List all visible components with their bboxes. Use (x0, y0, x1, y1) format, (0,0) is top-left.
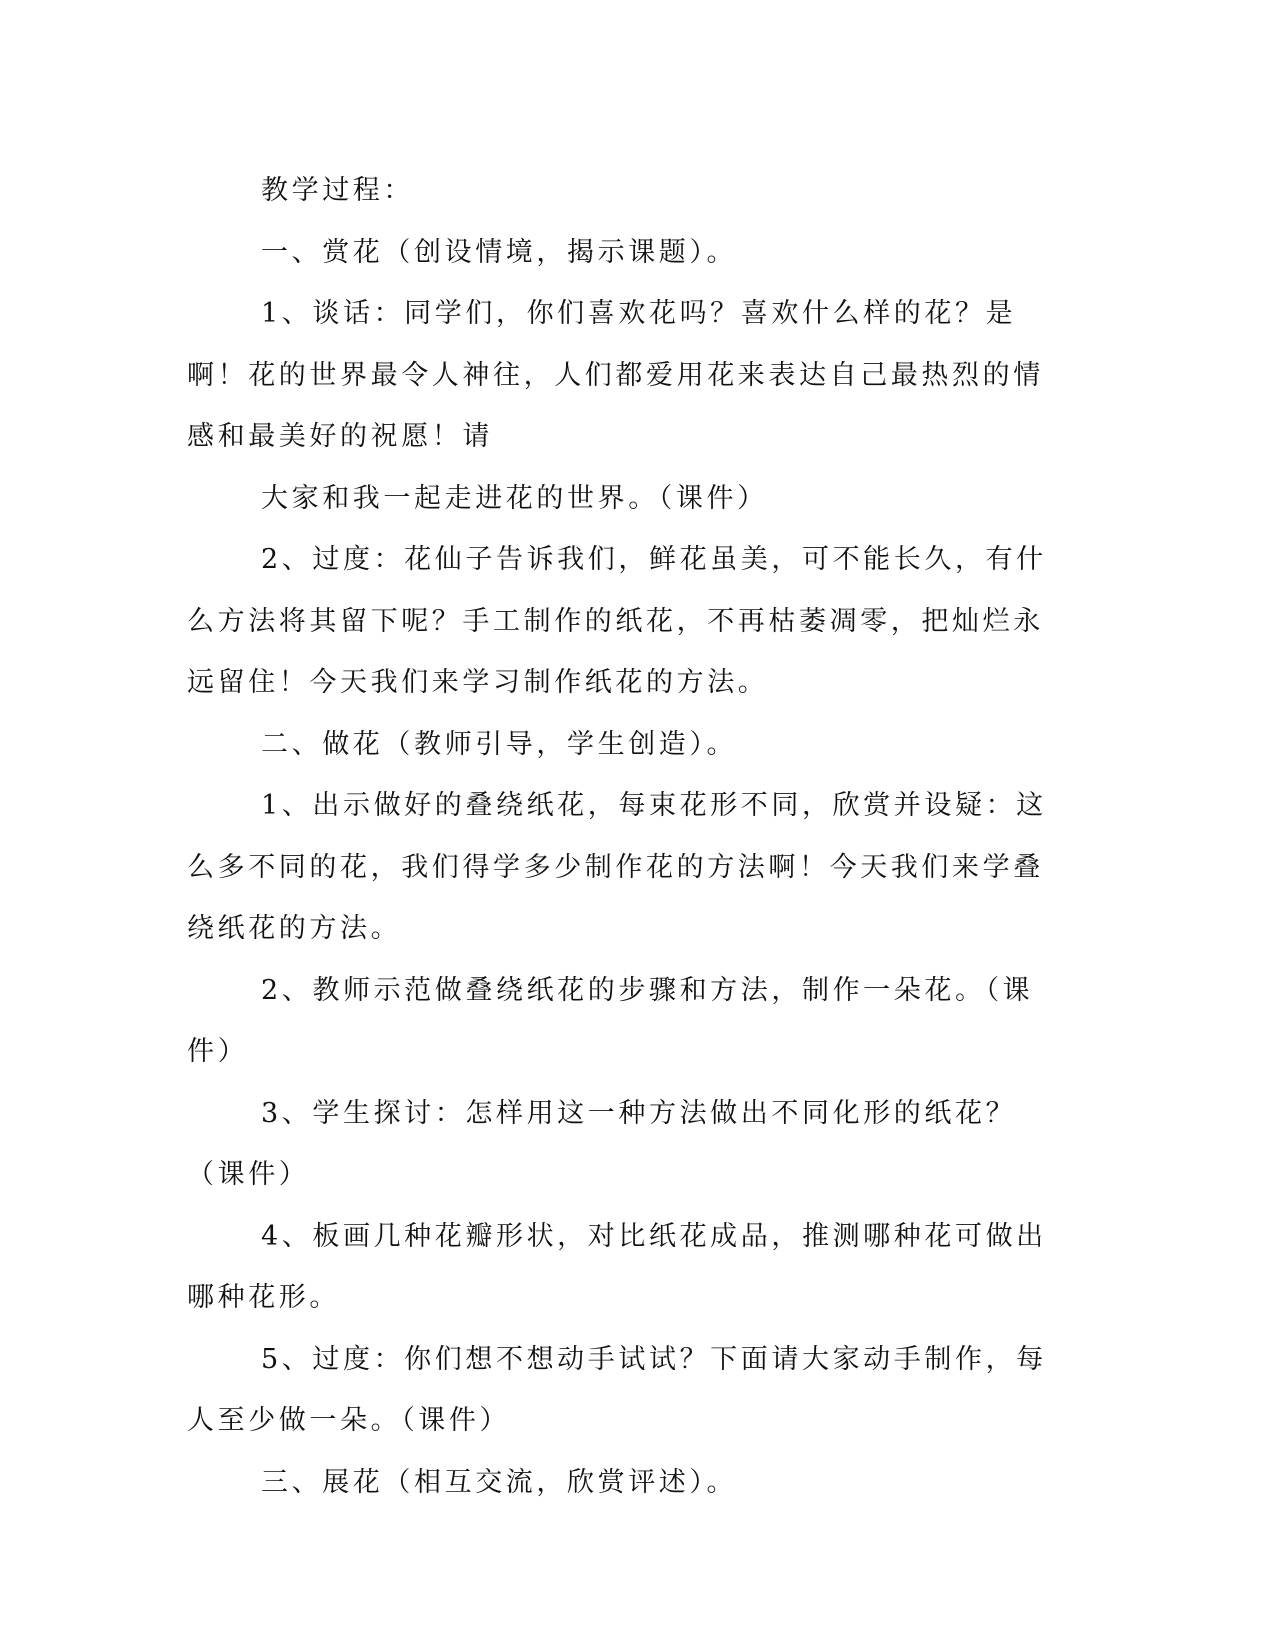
paragraph-1-1-cont: 大家和我一起走进花的世界。（课件） (261, 482, 768, 514)
paragraph-2-4: 4、板画几种花瓣形状，对比纸花成品，推测哪种花可做出哪种花形。 (187, 1220, 1047, 1313)
paragraph-2-2: 2、教师示范做叠绕纸花的步骤和方法，制作一朵花。（课件） (187, 974, 1034, 1067)
section-heading-1: 一、赏花（创设情境，揭示课题）。 (261, 236, 738, 268)
section-heading-2: 二、做花（教师引导，学生创造）。 (261, 728, 738, 760)
paragraph-1-2: 2、过度：花仙子告诉我们，鲜花虽美，可不能长久，有什么方法将其留下呢？手工制作的纸花，不再枯萎凋零，把灿烂永远留住！今天我们来学习制作纸花的方法。 (187, 544, 1047, 698)
paragraph-2-5: 5、过度：你们想不想动手试试？下面请大家动手制作，每人至少做一朵。（课件） (187, 1343, 1047, 1436)
paragraph-1-1: 1、谈话：同学们，你们喜欢花吗？喜欢什么样的花？是啊！花的世界最令人神往，人们都爱用花来表达自己最热烈的情感和最美好的祝愿！请 (187, 298, 1044, 452)
section-heading-3: 三、展花（相互交流，欣赏评述）。 (261, 1466, 738, 1498)
paragraph-2-3: 3、学生探讨：怎样用这一种方法做出不同化形的纸花？（课件） (187, 1097, 1017, 1190)
heading-teaching-process: 教学过程： (261, 175, 414, 206)
document-body (187, 160, 1057, 1513)
paragraph-2-1: 1、出示做好的叠绕纸花，每束花形不同，欣赏并设疑：这么多不同的花，我们得学多少制作花的方法啊！今天我们来学叠绕纸花的方法。 (187, 790, 1047, 944)
